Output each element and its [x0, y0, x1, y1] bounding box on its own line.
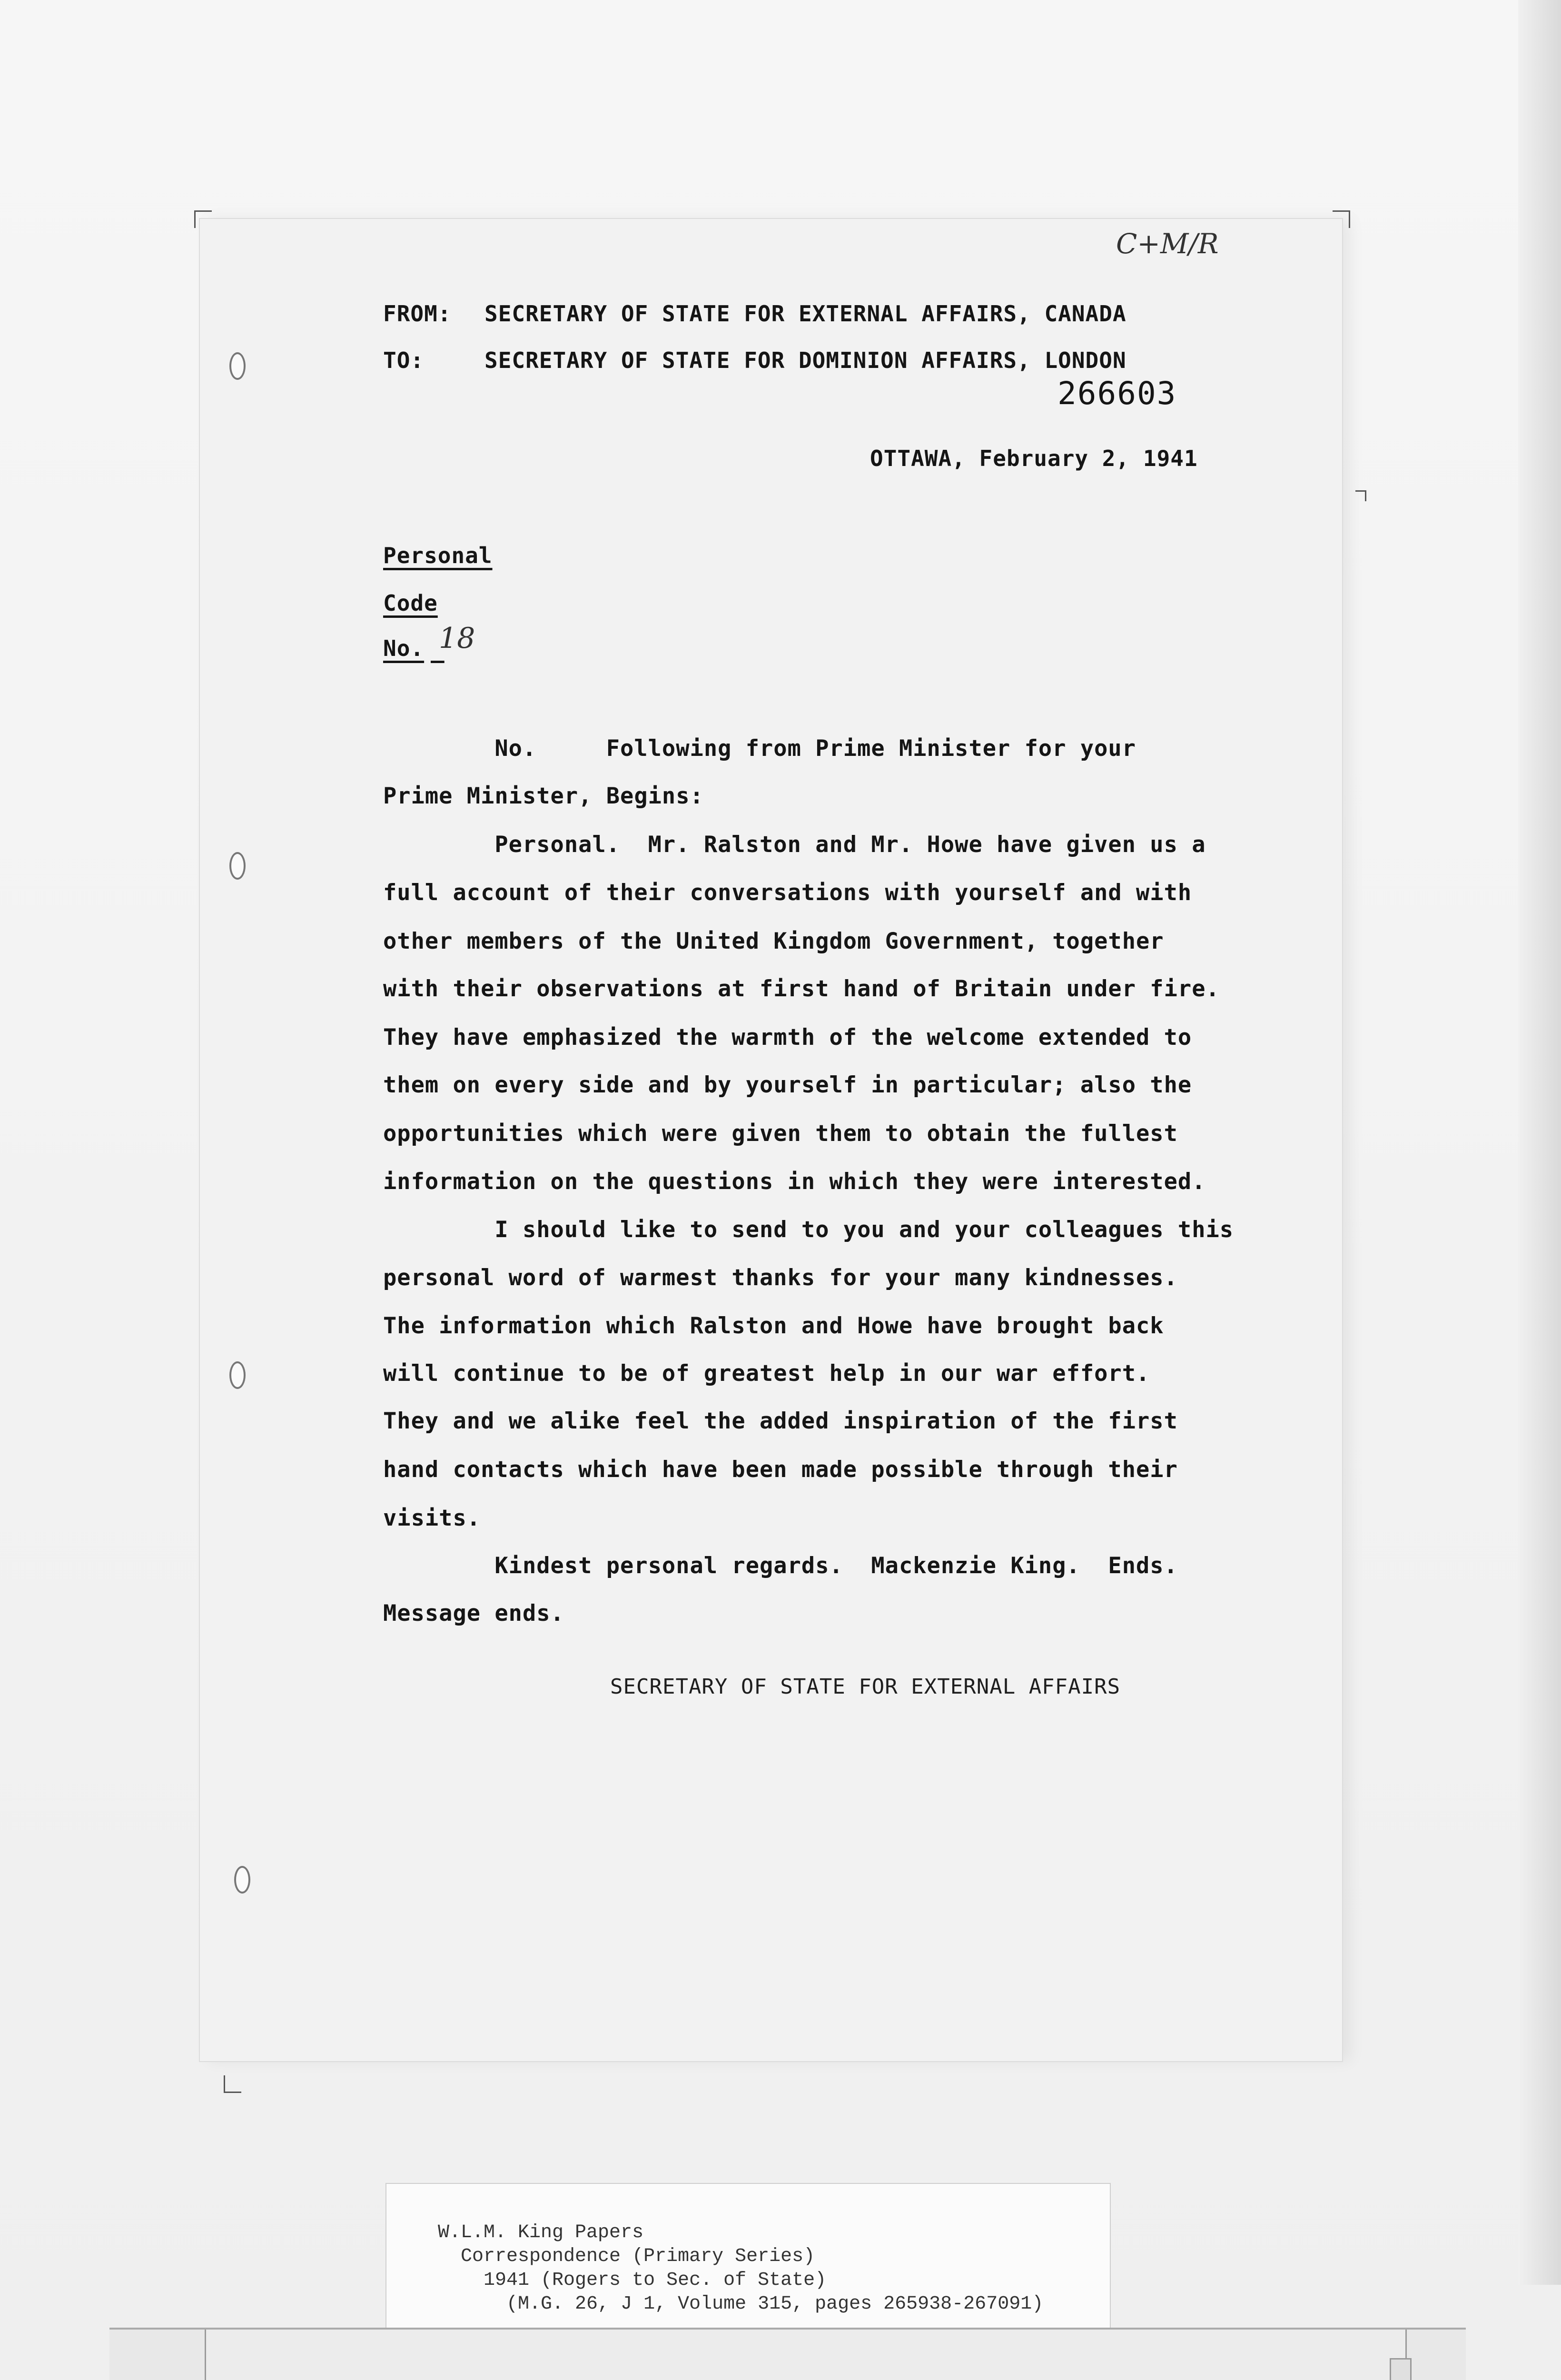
stamp-number: 266603	[1057, 375, 1177, 412]
from-value: SECRETARY OF STATE FOR EXTERNAL AFFAIRS, CANADA	[484, 301, 1126, 327]
body-line: They have emphasized the warmth of the welcome extended to	[383, 1024, 1192, 1051]
archives-stamp-edge	[1390, 2358, 1412, 2380]
body-line: personal word of warmest thanks for your many kindnesses.	[383, 1265, 1178, 1291]
to-value: SECRETARY OF STATE FOR DOMINION AFFAIRS, LONDON	[484, 347, 1126, 373]
body-line: information on the questions in which they were interested.	[383, 1169, 1206, 1195]
handwritten-number: 18	[439, 622, 475, 655]
label-code: Code	[383, 590, 438, 616]
body-line: with their observations at first hand of Britain under fire.	[383, 976, 1220, 1002]
body-line: I should like to send to you and your colleagues this	[383, 1217, 1234, 1243]
to-label: TO:	[383, 347, 425, 373]
body-line: No. Following from Prime Minister for your	[383, 735, 1136, 762]
crop-mark-top-right	[1333, 210, 1350, 228]
card-line: W.L.M. King Papers	[438, 2222, 644, 2243]
body-line: The information which Ralston and Howe have brought back	[383, 1313, 1164, 1339]
page-edge-shadow	[1518, 0, 1561, 2285]
crop-mark-right	[1355, 490, 1366, 501]
archives-stamp-panel	[109, 2328, 1466, 2380]
body-line: Message ends.	[383, 1600, 564, 1626]
body-line: They and we alike feel the added inspiration of the first	[383, 1408, 1178, 1434]
signature-line: SECRETARY OF STATE FOR EXTERNAL AFFAIRS	[610, 1675, 1121, 1699]
card-line: 1941 (Rogers to Sec. of State)	[438, 2270, 827, 2291]
label-no: No.	[383, 635, 425, 661]
crop-mark-bottom-left	[224, 2075, 241, 2093]
body-line: Personal. Mr. Ralston and Mr. Howe have given us a	[383, 832, 1206, 858]
punch-hole	[234, 1866, 250, 1894]
label-personal: Personal	[383, 543, 493, 568]
body-line: Prime Minister, Begins:	[383, 783, 704, 809]
body-line: hand contacts which have been made possible through their	[383, 1457, 1178, 1483]
body-line: will continue to be of greatest help in our war effort.	[383, 1360, 1150, 1387]
archives-stamp-inner	[205, 2330, 1407, 2380]
archive-label-card	[385, 2183, 1111, 2333]
from-label: FROM:	[383, 301, 452, 327]
body-line: them on every side and by yourself in particular; also the	[383, 1072, 1192, 1098]
crop-mark-top-left	[194, 210, 212, 228]
card-line: (M.G. 26, J 1, Volume 315, pages 265938-267091)	[438, 2293, 1044, 2315]
card-line: Correspondence (Primary Series)	[438, 2246, 815, 2267]
body-line: opportunities which were given them to obtain the fullest	[383, 1121, 1178, 1147]
handwritten-mark: C+M/R	[1116, 228, 1219, 260]
punch-hole	[229, 1361, 246, 1389]
body-line: visits.	[383, 1505, 481, 1531]
punch-hole	[229, 852, 246, 880]
body-line: other members of the United Kingdom Government, together	[383, 928, 1164, 954]
punch-hole	[229, 352, 246, 380]
body-line: Kindest personal regards. Mackenzie King. Ends.	[383, 1553, 1178, 1579]
body-line: full account of their conversations with yourself and with	[383, 880, 1192, 906]
place-date: OTTAWA, February 2, 1941	[870, 446, 1198, 471]
